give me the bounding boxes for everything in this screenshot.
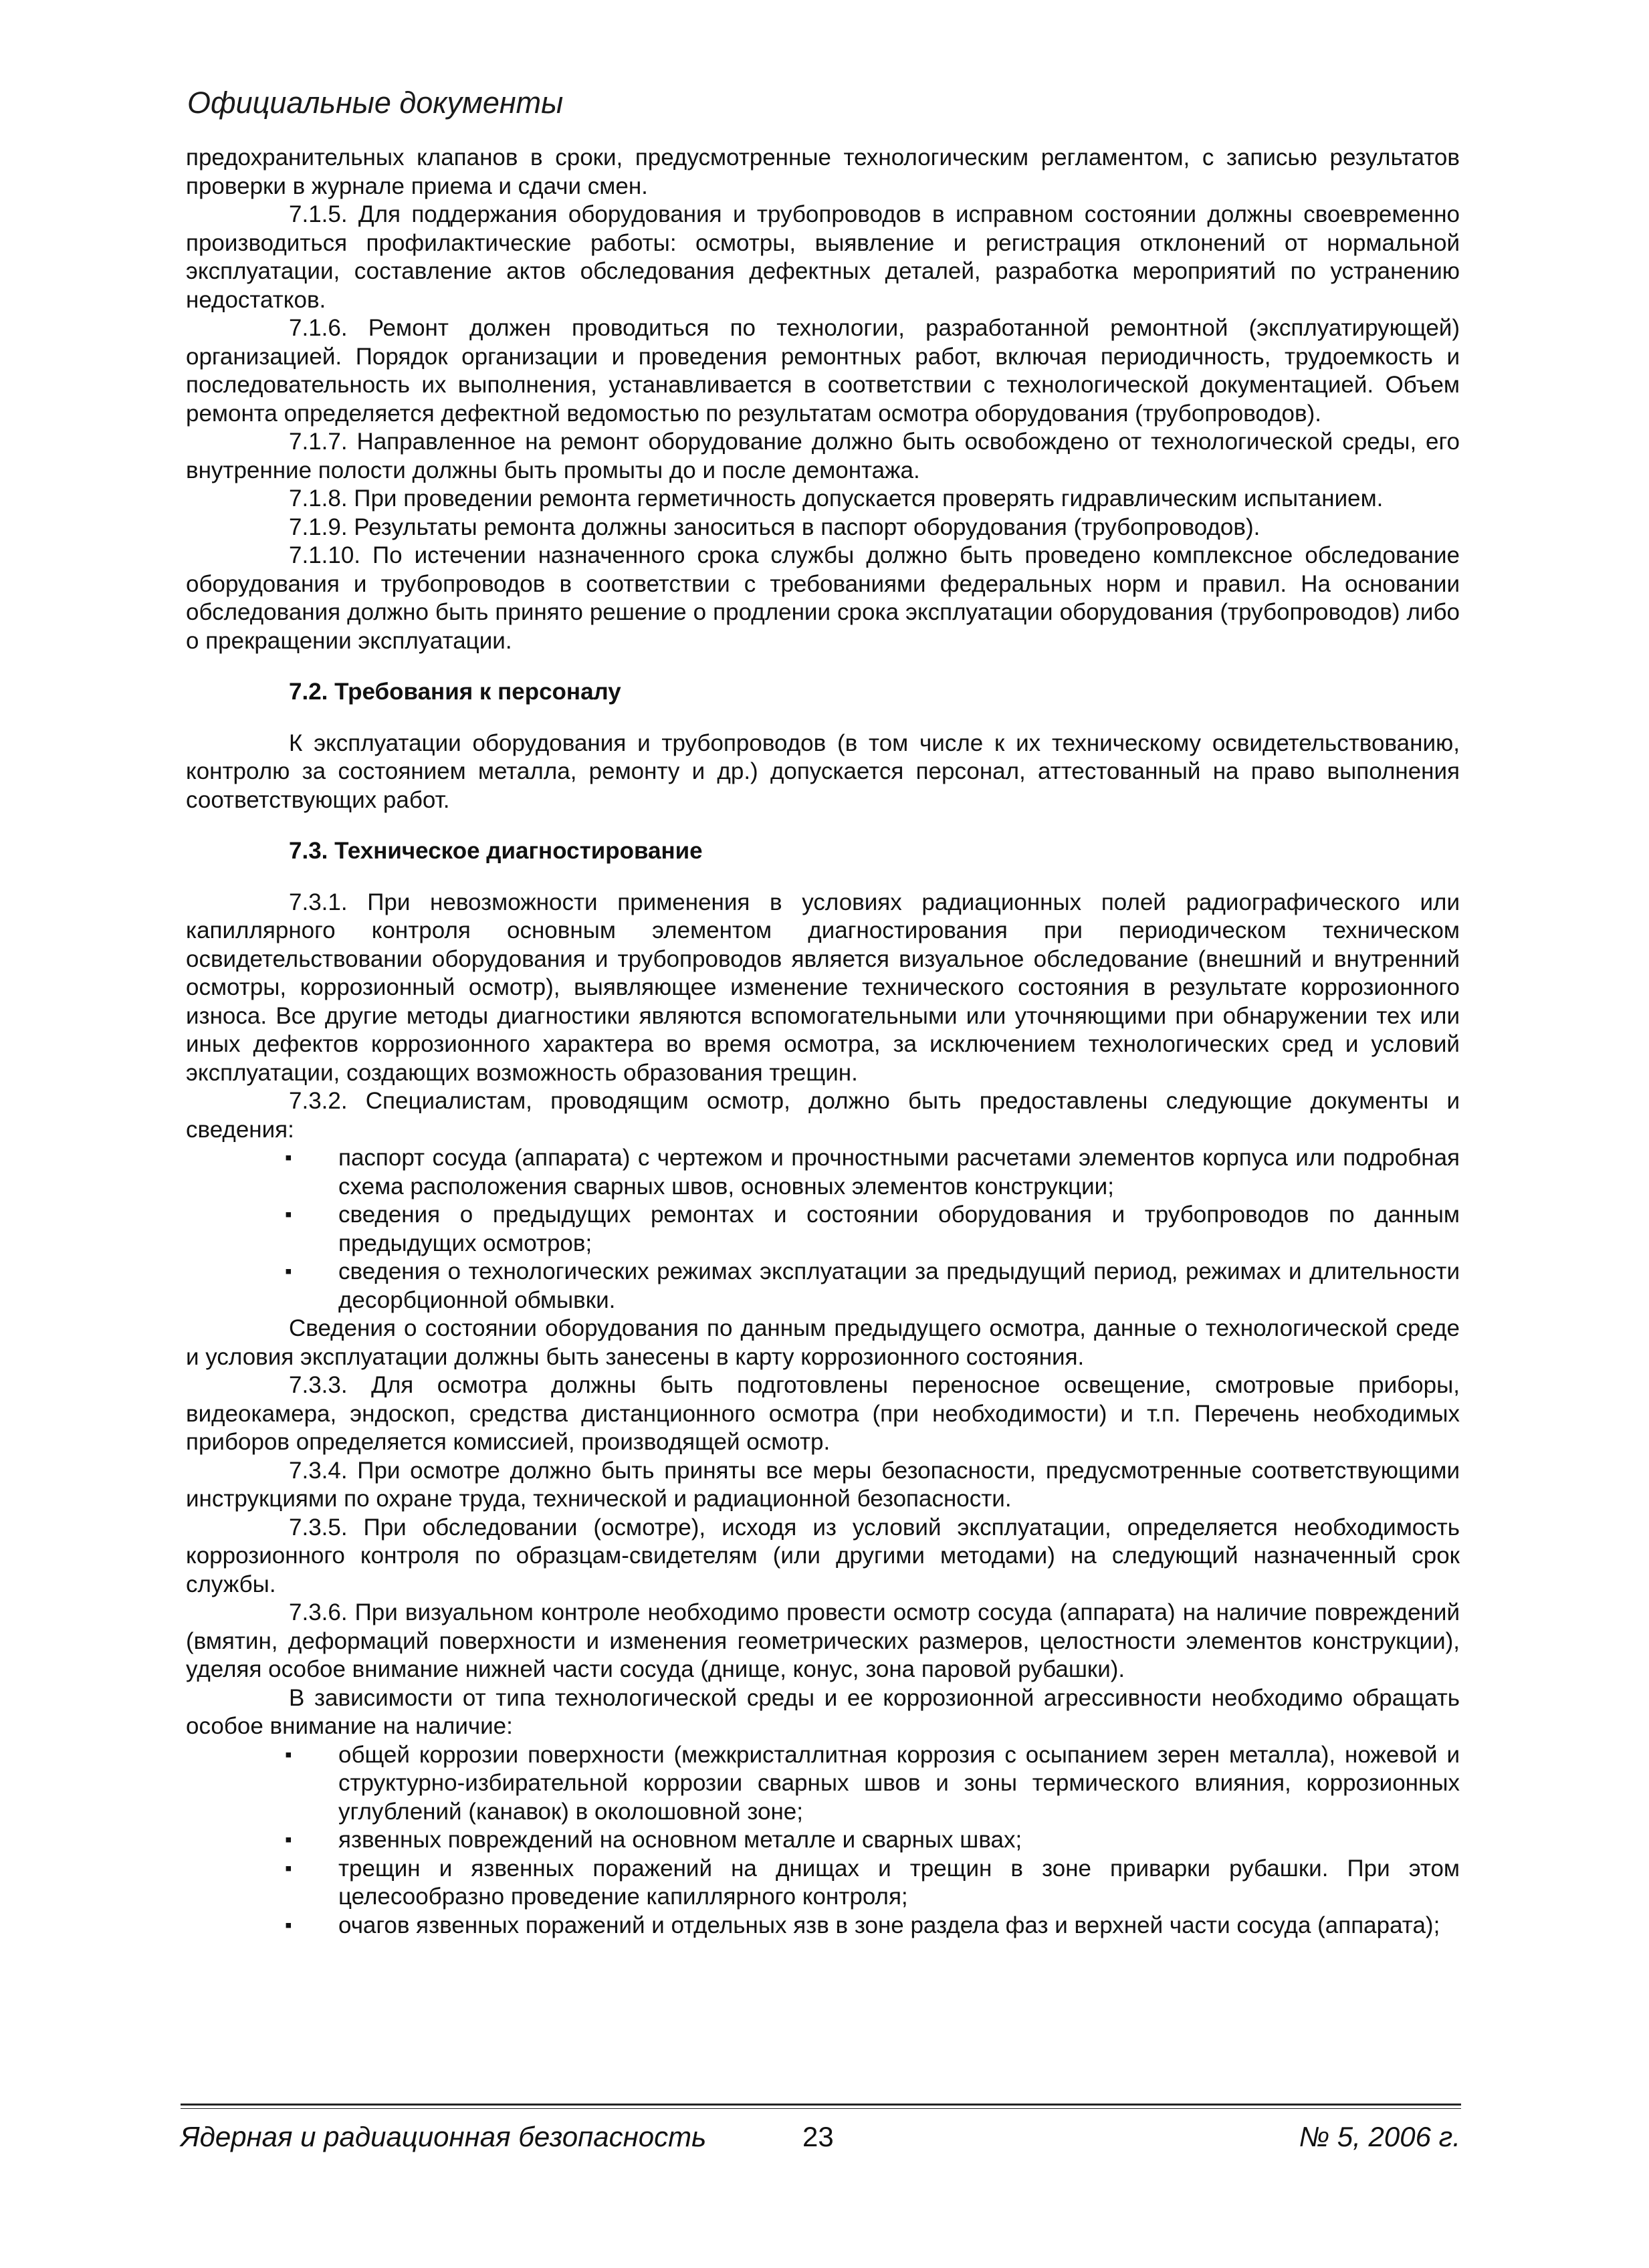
footer-journal-title: Ядерная и радиационная безопасность	[181, 2121, 707, 2152]
paragraph-7-3-3: 7.3.3. Для осмотра должны быть подготовлены переносное освещение, смотровые приборы, видеокамера, эндоскоп, средства дистанционного осмотра (при необходимости) и т.п. Перечень необходимых приборов определяется комиссией, производящей осмотр.	[186, 1372, 1460, 1455]
paragraph-7-1-5: 7.1.5. Для поддержания оборудования и трубопроводов в исправном состоянии должны своевременно производиться профилактические работы: осмотры, выявление и регистрация отклонений от нормальной эксплуатации, составление актов обследования дефектных деталей, разработка мероприятий по устранению недостатков.	[186, 201, 1460, 313]
list-item: ▪ сведения о предыдущих ремонтах и состоянии оборудования и трубопроводов по данным предыдущих осмотров;	[186, 1201, 1460, 1258]
documents-list	[186, 1144, 1460, 1315]
footer-rule	[181, 2108, 1461, 2109]
paragraph-7-3-2-note: Сведения о состоянии оборудования по данным предыдущего осмотра, данные о технологической среде и условия эксплуатации должны быть занесены в карту коррозионного состояния.	[186, 1315, 1460, 1370]
section-heading-7-3: 7.3. Техническое диагностирование	[289, 838, 703, 864]
corrosion-list	[186, 1741, 1460, 1940]
paragraph-7-3-1: 7.3.1. При невозможности применения в условиях радиационных полей радиографического или капиллярного контроля основным элементом диагностирования при периодическом техническом освидетельствовании оборудования и трубопроводов является визуальное обследование (внешний и внутренний осмотры, коррозионный осмотр), выявляющее изменение технического состояния в результате коррозионного износа. Все другие методы диагностики являются вспомогательными или уточняющими при обнаружении тех или иных дефектов коррозионного характера во время осмотра, за исключением технологических сред и условий эксплуатации, создающих возможность образования трещин.	[186, 889, 1460, 1086]
list-item: ▪ общей коррозии поверхности (межкристаллитная коррозия с осыпанием зерен металла), ножевой и структурно-избирательной коррозии сварных швов и зоны термического влияния, коррозионных углублений (канавок) в околошовной зоне;	[186, 1741, 1460, 1827]
document-body	[186, 144, 1460, 1940]
list-item: ▪ трещин и язвенных поражений на днищах и трещин в зоне приварки рубашки. При этом целесообразно проведение капиллярного контроля;	[186, 1855, 1460, 1912]
paragraph-7-1-7: 7.1.7. Направленное на ремонт оборудование должно быть освобождено от технологической среды, его внутренние полости должны быть промыты до и после демонтажа.	[186, 429, 1460, 483]
paragraph-continuation: предохранительных клапанов в сроки, предусмотренные технологическим регламентом, с записью результатов проверки в журнале приема и сдачи смен.	[186, 144, 1460, 199]
running-header: Официальные документы	[187, 86, 564, 120]
paragraph-7-1-6: 7.1.6. Ремонт должен проводиться по технологии, разработанной ремонтной (эксплуатирующей) организацией. Порядок организации и проведения ремонтных работ, включая периодичность, трудоемкость и последовательность их выполнения, устанавливается в соответствии с технологической документацией. Объем ремонта определяется дефектной ведомостью по результатам осмотра оборудования (трубопроводов).	[186, 315, 1460, 427]
list-item: ▪ сведения о технологических режимах эксплуатации за предыдущий период, режимах и длительности десорбционной обмывки.	[186, 1258, 1460, 1315]
paragraph-7-1-10: 7.1.10. По истечении назначенного срока службы должно быть проведено комплексное обследование оборудования и трубопроводов в соответствии с требованиями федеральных норм и правил. На основании обследования должно быть принято решение о продлении срока эксплуатации оборудования (трубопроводов) либо о прекращении эксплуатации.	[186, 542, 1460, 654]
paragraph-7-2: К эксплуатации оборудования и трубопроводов (в том числе к их техническому освидетельствованию, контролю за состоянием металла, ремонту и др.) допускается персонал, аттестованный на право выполнения соответствующих работ.	[186, 729, 1460, 813]
paragraph-7-3-6: 7.3.6. При визуальном контроле необходимо провести осмотр сосуда (аппарата) на наличие повреждений (вмятин, деформаций поверхности и изменения геометрических размеров, целостности элементов конструкции), уделяя особое внимание нижней части сосуда (днище, конус, зона паровой рубашки).	[186, 1599, 1460, 1682]
paragraph-7-3-6-note: В зависимости от типа технологической среды и ее коррозионной агрессивности необходимо обращать особое внимание на наличие:	[186, 1684, 1460, 1739]
page-number: 23	[802, 2121, 834, 2152]
paragraph-7-3-5: 7.3.5. При обследовании (осмотре), исходя из условий эксплуатации, определяется необходимость коррозионного контроля по образцам-свидетелям (или другими методами) на следующий назначенный срок службы.	[186, 1514, 1460, 1597]
list-item: ▪ очагов язвенных поражений и отдельных язв в зоне раздела фаз и верхней части сосуда (аппарата);	[186, 1912, 1460, 1940]
footer-rule	[181, 2104, 1461, 2106]
paragraph-7-1-8: 7.1.8. При проведении ремонта герметичность допускается проверять гидравлическим испытанием.	[289, 485, 1384, 512]
paragraph-7-3-4: 7.3.4. При осмотре должно быть приняты все меры безопасности, предусмотренные соответствующими инструкциями по охране труда, технической и радиационной безопасности.	[186, 1457, 1460, 1512]
paragraph-7-3-2: 7.3.2. Специалистам, проводящим осмотр, должно быть предоставлены следующие документы и сведения:	[186, 1088, 1460, 1143]
footer-issue: № 5, 2006 г.	[1299, 2121, 1460, 2152]
list-item: ▪ язвенных повреждений на основном металле и сварных швах;	[186, 1826, 1460, 1855]
list-item: ▪ паспорт сосуда (аппарата) с чертежом и прочностными расчетами элементов корпуса или подробная схема расположения сварных швов, основных элементов конструкции;	[186, 1144, 1460, 1201]
paragraph-7-1-9: 7.1.9. Результаты ремонта должны заноситься в паспорт оборудования (трубопроводов).	[289, 514, 1260, 540]
section-heading-7-2: 7.2. Требования к персоналу	[289, 679, 621, 705]
